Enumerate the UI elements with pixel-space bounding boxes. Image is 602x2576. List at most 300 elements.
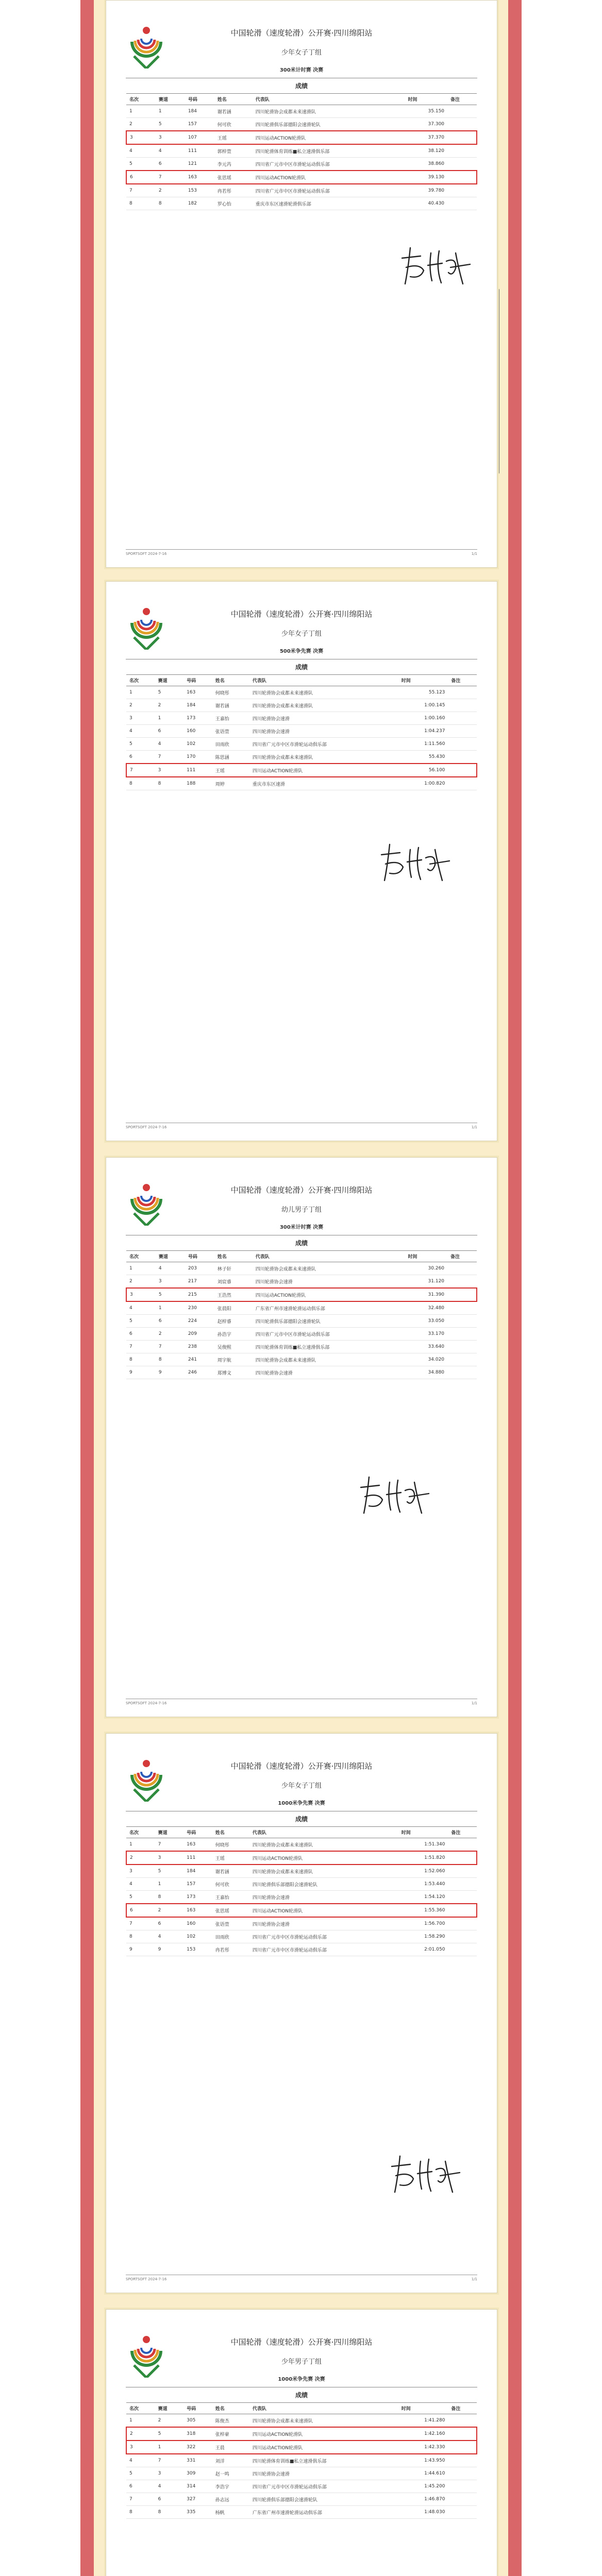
cell-time: 33.170: [405, 1328, 447, 1341]
cell-time: 30.260: [405, 1262, 447, 1275]
table-row: [126, 2480, 477, 2493]
cell-bib: 163: [183, 1838, 212, 1852]
sheet-footer: [126, 2275, 477, 2281]
cell-team: 四川运动ACTION轮滑队: [249, 1904, 398, 1917]
cell-time: 2:01.050: [398, 1943, 448, 1956]
cell-note: [448, 1865, 477, 1878]
table-row: [126, 1315, 477, 1328]
cell-lane: 2: [156, 184, 185, 197]
table-header-row: [126, 94, 477, 105]
cell-team: 四川轮滑俱乐部德阳会速滑轮队: [253, 118, 405, 131]
col-time: 时间: [398, 675, 448, 686]
cell-bib: 203: [185, 1262, 214, 1275]
table-row: [126, 1878, 477, 1891]
competition-title: 中国轮滑（速度轮滑）公开赛·四川绵阳站: [230, 2337, 373, 2347]
cell-name: 田雨欣: [212, 738, 249, 751]
cell-rank: 3: [126, 131, 156, 144]
cell-name: 赵一鸣: [212, 2467, 249, 2480]
cell-rank: 6: [126, 2480, 155, 2493]
cell-name: 何可欣: [212, 1878, 249, 1891]
cell-rank: 4: [126, 725, 155, 738]
table-row: [126, 2506, 477, 2519]
cell-lane: 3: [155, 1851, 184, 1865]
table-row: [126, 118, 477, 131]
cell-bib: 163: [183, 686, 212, 699]
cell-note: [447, 1262, 477, 1275]
cell-team: 重庆市东区速滑轮滑俱乐部: [253, 197, 405, 210]
col-note: 备注: [448, 675, 477, 686]
cell-bib: 230: [185, 1301, 214, 1315]
cell-lane: 7: [156, 1341, 185, 1353]
event-name: 1000米争先赛 决赛: [278, 1801, 325, 1806]
cell-note: [447, 1328, 477, 1341]
cell-lane: 5: [156, 118, 185, 131]
col-time: 时间: [405, 1251, 447, 1262]
cell-note: [448, 764, 477, 777]
cell-note: [448, 2414, 477, 2428]
cell-lane: 5: [155, 686, 184, 699]
cell-team: 四川运动ACTION轮滑队: [249, 764, 398, 777]
table-row: [126, 1865, 477, 1878]
col-lane: 赛道: [155, 2403, 184, 2414]
table-row: [126, 2441, 477, 2454]
results-sheet: [106, 2309, 497, 2576]
cell-bib: 224: [185, 1315, 214, 1328]
cell-name: 刘宸睿: [214, 1275, 253, 1289]
col-bib: 号码: [185, 1251, 214, 1262]
table-row: [126, 2493, 477, 2506]
cell-time: 1:55.360: [398, 1904, 448, 1917]
cell-team: 四川省广元市中区市滑轮运动俱乐部: [253, 184, 405, 197]
cell-lane: 4: [155, 738, 184, 751]
cell-name: 张思瑶: [214, 171, 253, 184]
cell-time: 1:42.330: [398, 2441, 448, 2454]
cell-time: 39.780: [405, 184, 447, 197]
table-row: [126, 1341, 477, 1353]
cell-note: [448, 2454, 477, 2467]
cell-time: 37.370: [405, 131, 447, 144]
cell-rank: 8: [126, 2506, 155, 2519]
official-signature: [395, 243, 477, 289]
cell-lane: 2: [155, 2414, 184, 2428]
cell-name: 王浩然: [214, 1288, 253, 1301]
cell-rank: 5: [126, 738, 155, 751]
cell-note: [447, 1366, 477, 1379]
cell-bib: 121: [185, 158, 214, 171]
cell-lane: 8: [155, 1891, 184, 1904]
cell-note: [447, 1353, 477, 1366]
cell-bib: 153: [183, 1943, 212, 1956]
cell-bib: 163: [183, 1904, 212, 1917]
cell-team: 四川轮滑协会成都未来速滑队: [249, 751, 398, 764]
cell-time: 1:52.060: [398, 1865, 448, 1878]
cell-bib: 314: [183, 2480, 212, 2493]
cell-note: [447, 1341, 477, 1353]
cell-time: 35.150: [405, 105, 447, 118]
cell-bib: 309: [183, 2467, 212, 2480]
cell-rank: 9: [126, 1366, 156, 1379]
group-name: 少年女子丁组: [281, 630, 322, 638]
cell-note: [448, 1851, 477, 1865]
col-lane: 赛道: [156, 1251, 185, 1262]
group-name: 少年男子丁组: [281, 2358, 322, 2366]
cell-bib: 182: [185, 197, 214, 210]
col-lane: 赛道: [155, 675, 184, 686]
cell-note: [448, 1917, 477, 1930]
cell-name: 孙浩宇: [214, 1328, 253, 1341]
table-row: [126, 1328, 477, 1341]
cell-rank: 1: [126, 1838, 155, 1852]
table-caption: 成绩: [126, 1235, 477, 1250]
cell-rank: 7: [126, 2493, 155, 2506]
sheet-header: [106, 1734, 497, 1811]
competition-title: 中国轮滑（速度轮滑）公开赛·四川绵阳站: [230, 28, 373, 38]
col-note: 备注: [447, 1251, 477, 1262]
cell-lane: 6: [155, 725, 184, 738]
cell-lane: 6: [155, 2493, 184, 2506]
cell-rank: 8: [126, 197, 156, 210]
cell-note: [448, 699, 477, 712]
table-row: [126, 1943, 477, 1956]
cell-time: 1:45.200: [398, 2480, 448, 2493]
cell-lane: 8: [156, 1353, 185, 1366]
cell-bib: 327: [183, 2493, 212, 2506]
footer-right: 1/1: [471, 1701, 477, 1705]
table-caption: 成绩: [126, 659, 477, 674]
cell-lane: 4: [156, 1262, 185, 1275]
table-caption: 成绩: [126, 78, 477, 93]
cell-time: 1:04.237: [398, 725, 448, 738]
cell-time: 1:41.280: [398, 2414, 448, 2428]
cell-rank: 9: [126, 1943, 155, 1956]
cell-name: 何可欣: [214, 118, 253, 131]
cell-time: 40.430: [405, 197, 447, 210]
cell-note: [447, 171, 477, 184]
cell-note: [447, 1275, 477, 1289]
cell-rank: 3: [126, 1865, 155, 1878]
cell-team: 四川轮滑协会速滑: [249, 1891, 398, 1904]
cell-note: [448, 1943, 477, 1956]
cell-time: 31.120: [405, 1275, 447, 1289]
table-row: [126, 777, 477, 790]
cell-team: 四川运动ACTION轮滑队: [253, 131, 405, 144]
cell-time: 1:51.820: [398, 1851, 448, 1865]
cell-lane: 4: [155, 2480, 184, 2493]
table-caption: 成绩: [126, 2387, 477, 2402]
cell-note: [447, 1315, 477, 1328]
sheet-footer: [126, 1123, 477, 1129]
cell-bib: 238: [185, 1341, 214, 1353]
cell-lane: 6: [155, 1917, 184, 1930]
cell-team: 四川轮滑协会成都未来速滑队: [253, 105, 405, 118]
cell-team: 四川轮滑协会成都未来速滑队: [249, 1838, 398, 1852]
cell-lane: 1: [156, 105, 185, 118]
cell-team: 四川省广元市中区市滑轮运动俱乐部: [249, 1943, 398, 1956]
competition-title: 中国轮滑（速度轮滑）公开赛·四川绵阳站: [230, 609, 373, 619]
footer-right: 1/1: [471, 552, 477, 556]
table-row: [126, 1838, 477, 1852]
cell-lane: 8: [155, 2506, 184, 2519]
cell-lane: 1: [155, 1878, 184, 1891]
cell-time: 31.390: [405, 1288, 447, 1301]
cell-team: 四川轮滑协会速滑: [253, 1275, 405, 1289]
col-time: 时间: [405, 94, 447, 105]
cell-rank: 2: [126, 2427, 155, 2441]
footer-left: SPORTSOFT 2024-7-16: [126, 1125, 167, 1129]
competition-title: 中国轮滑（速度轮滑）公开赛·四川绵阳站: [230, 1761, 373, 1771]
cell-name: 孙志远: [212, 2493, 249, 2506]
cell-lane: 2: [156, 1328, 185, 1341]
event-name: 500米争先赛 决赛: [279, 649, 324, 654]
cell-team: 四川轮滑协会成都未来速滑队: [249, 699, 398, 712]
group-name: 少年女子丁组: [281, 1782, 322, 1790]
cell-lane: 3: [156, 1275, 185, 1289]
group-name: 少年女子丁组: [281, 49, 322, 57]
footer-left: SPORTSOFT 2024-7-16: [126, 552, 167, 556]
cell-bib: 160: [183, 1917, 212, 1930]
cell-lane: 4: [155, 1930, 184, 1943]
cell-rank: 3: [126, 712, 155, 725]
cell-team: 四川轮滑协会成都未来速滑队: [249, 686, 398, 699]
cell-name: 王嘉怡: [212, 712, 249, 725]
table-row: [126, 158, 477, 171]
table-row: [126, 2467, 477, 2480]
cell-note: [447, 1301, 477, 1315]
footer-right: 1/1: [471, 2277, 477, 2281]
cell-team: 重庆市东区速滑: [249, 777, 398, 790]
cell-bib: 153: [185, 184, 214, 197]
cell-time: 1:48.030: [398, 2506, 448, 2519]
cell-time: 33.050: [405, 1315, 447, 1328]
cell-name: 冉若彤: [214, 184, 253, 197]
col-team: 代表队: [253, 1251, 405, 1262]
col-bib: 号码: [185, 94, 214, 105]
col-bib: 号码: [183, 1827, 212, 1838]
official-signature: [384, 2151, 467, 2197]
cell-name: 何晓彤: [212, 686, 249, 699]
cell-time: 1:58.290: [398, 1930, 448, 1943]
col-name: 姓名: [212, 2403, 249, 2414]
table-row: [126, 1275, 477, 1289]
cell-bib: 160: [183, 725, 212, 738]
cell-rank: 4: [126, 1301, 156, 1315]
cell-name: 周婷: [212, 777, 249, 790]
cell-time: 38.860: [405, 158, 447, 171]
cell-rank: 8: [126, 1930, 155, 1943]
cell-rank: 5: [126, 158, 156, 171]
sheet-header: [106, 582, 497, 659]
table-row: [126, 184, 477, 197]
cell-rank: 6: [126, 171, 156, 184]
cell-team: 广东省广州市速滑轮滑运动俱乐部: [249, 2506, 398, 2519]
event-name: 300米计时赛 决赛: [279, 67, 324, 73]
table-row: [126, 725, 477, 738]
table-row: [126, 751, 477, 764]
cell-bib: 331: [183, 2454, 212, 2467]
results-table: [126, 78, 477, 210]
cell-name: 谢若涵: [214, 105, 253, 118]
table-header-row: [126, 675, 477, 686]
cell-team: 四川轮滑协会成都未来速滑队: [249, 1865, 398, 1878]
official-signature: [354, 1472, 436, 1518]
cell-bib: 322: [183, 2441, 212, 2454]
cell-time: 1:11.560: [398, 738, 448, 751]
cell-time: 1:44.610: [398, 2467, 448, 2480]
cell-team: 四川运动ACTION轮滑队: [253, 171, 405, 184]
cell-rank: 5: [126, 2467, 155, 2480]
cell-name: 李浩宇: [212, 2480, 249, 2493]
cell-lane: 5: [156, 1288, 185, 1301]
cell-note: [448, 2506, 477, 2519]
cell-rank: 2: [126, 1275, 156, 1289]
table-row: [126, 105, 477, 118]
cell-bib: 184: [183, 1865, 212, 1878]
col-note: 备注: [447, 94, 477, 105]
cell-rank: 4: [126, 1878, 155, 1891]
sheet-header: [106, 1158, 497, 1235]
cell-team: 四川省广元市中区市滑轮运动俱乐部: [249, 1930, 398, 1943]
cell-note: [448, 1930, 477, 1943]
cell-lane: 6: [156, 1315, 185, 1328]
cell-time: 1:00.160: [398, 712, 448, 725]
cell-note: [448, 2441, 477, 2454]
table-row: [126, 1917, 477, 1930]
col-name: 姓名: [212, 675, 249, 686]
cell-name: 郭梓萱: [214, 144, 253, 158]
cell-rank: 3: [126, 1288, 156, 1301]
col-rank: 名次: [126, 675, 155, 686]
cell-lane: 2: [155, 1904, 184, 1917]
cell-bib: 111: [185, 144, 214, 158]
cell-bib: 157: [183, 1878, 212, 1891]
table-row: [126, 2427, 477, 2441]
competition-title: 中国轮滑（速度轮滑）公开赛·四川绵阳站: [230, 1185, 373, 1195]
sheet-header: [106, 2310, 497, 2387]
cell-rank: 4: [126, 144, 156, 158]
cell-lane: 2: [155, 699, 184, 712]
col-lane: 赛道: [155, 1827, 184, 1838]
cell-lane: 1: [155, 2441, 184, 2454]
table-row: [126, 1301, 477, 1315]
cell-note: [448, 777, 477, 790]
cell-rank: 2: [126, 699, 155, 712]
cell-name: 陈思涵: [212, 751, 249, 764]
cell-bib: 318: [183, 2427, 212, 2441]
group-name: 幼儿男子丁组: [281, 1206, 322, 1214]
table-row: [126, 712, 477, 725]
cell-time: 1:42.160: [398, 2427, 448, 2441]
cell-name: 赵梓睿: [214, 1315, 253, 1328]
cell-name: 田雨欣: [212, 1930, 249, 1943]
sheet-footer: [126, 549, 477, 556]
cell-time: 33.640: [405, 1341, 447, 1353]
cell-team: 四川运动ACTION轮滑队: [253, 1288, 405, 1301]
cell-name: 张语萱: [212, 1917, 249, 1930]
cell-note: [448, 1838, 477, 1852]
cell-note: [448, 1891, 477, 1904]
table-row: [126, 1891, 477, 1904]
cell-team: 四川轮滑俱乐部德阳会速滑轮队: [249, 1878, 398, 1891]
cell-team: 四川轮滑协会速滑: [249, 725, 398, 738]
cell-rank: 2: [126, 118, 156, 131]
cell-lane: 7: [155, 751, 184, 764]
table-row: [126, 2414, 477, 2428]
cell-name: 王晨: [212, 2441, 249, 2454]
results-sheet: [106, 0, 497, 568]
cell-name: 王瑶: [214, 131, 253, 144]
cell-note: [448, 2493, 477, 2506]
cell-rank: 6: [126, 1328, 156, 1341]
col-lane: 赛道: [156, 94, 185, 105]
cell-rank: 4: [126, 2454, 155, 2467]
col-note: 备注: [448, 2403, 477, 2414]
results-table: [126, 659, 477, 790]
cell-bib: 170: [183, 751, 212, 764]
table-row: [126, 171, 477, 184]
cell-note: [448, 2467, 477, 2480]
event-name: 1000米争先赛 决赛: [278, 2377, 325, 2382]
table-row: [126, 144, 477, 158]
results-table: [126, 1235, 477, 1379]
cell-time: 34.880: [405, 1366, 447, 1379]
table-header-row: [126, 2403, 477, 2414]
results-sheet: [106, 581, 497, 1141]
cell-note: [448, 686, 477, 699]
cell-note: [448, 2480, 477, 2493]
cell-time: 1:00.145: [398, 699, 448, 712]
cell-lane: 8: [156, 197, 185, 210]
cell-name: 刘洋: [212, 2454, 249, 2467]
cell-bib: 111: [183, 1851, 212, 1865]
cell-team: 四川轮滑协会成都未来速滑队: [253, 1353, 405, 1366]
table-row: [126, 1904, 477, 1917]
results-sheet: [106, 1733, 497, 2293]
cell-name: 罗心怡: [214, 197, 253, 210]
cell-rank: 3: [126, 2441, 155, 2454]
cell-time: 1:53.440: [398, 1878, 448, 1891]
cell-lane: 3: [155, 2467, 184, 2480]
cell-bib: 217: [185, 1275, 214, 1289]
cell-team: 四川轮滑协会速滑: [249, 2467, 398, 2480]
cell-team: 四川运动ACTION轮滑队: [249, 2441, 398, 2454]
cell-rank: 1: [126, 105, 156, 118]
cell-name: 谢若涵: [212, 699, 249, 712]
cell-bib: 184: [183, 699, 212, 712]
cell-bib: 163: [185, 171, 214, 184]
cell-lane: 3: [156, 131, 185, 144]
cell-rank: 1: [126, 1262, 156, 1275]
cell-time: 34.020: [405, 1353, 447, 1366]
cell-bib: 209: [185, 1328, 214, 1341]
cell-team: 四川轮滑体育训练■私立速滑俱乐部: [249, 2454, 398, 2467]
cell-rank: 6: [126, 1904, 155, 1917]
cell-name: 吴俊熙: [214, 1341, 253, 1353]
cell-name: 郑博文: [214, 1366, 253, 1379]
official-signature: [374, 839, 457, 886]
table-row: [126, 1353, 477, 1366]
cell-lane: 4: [156, 144, 185, 158]
cell-note: [448, 1904, 477, 1917]
table-row: [126, 131, 477, 144]
table-row: [126, 686, 477, 699]
col-rank: 名次: [126, 1251, 156, 1262]
cell-time: 32.480: [405, 1301, 447, 1315]
sheet-header: [106, 1, 497, 78]
cell-bib: 102: [183, 1930, 212, 1943]
cell-name: 张晨阳: [214, 1301, 253, 1315]
cell-lane: 5: [155, 2427, 184, 2441]
cell-name: 陈俊杰: [212, 2414, 249, 2428]
